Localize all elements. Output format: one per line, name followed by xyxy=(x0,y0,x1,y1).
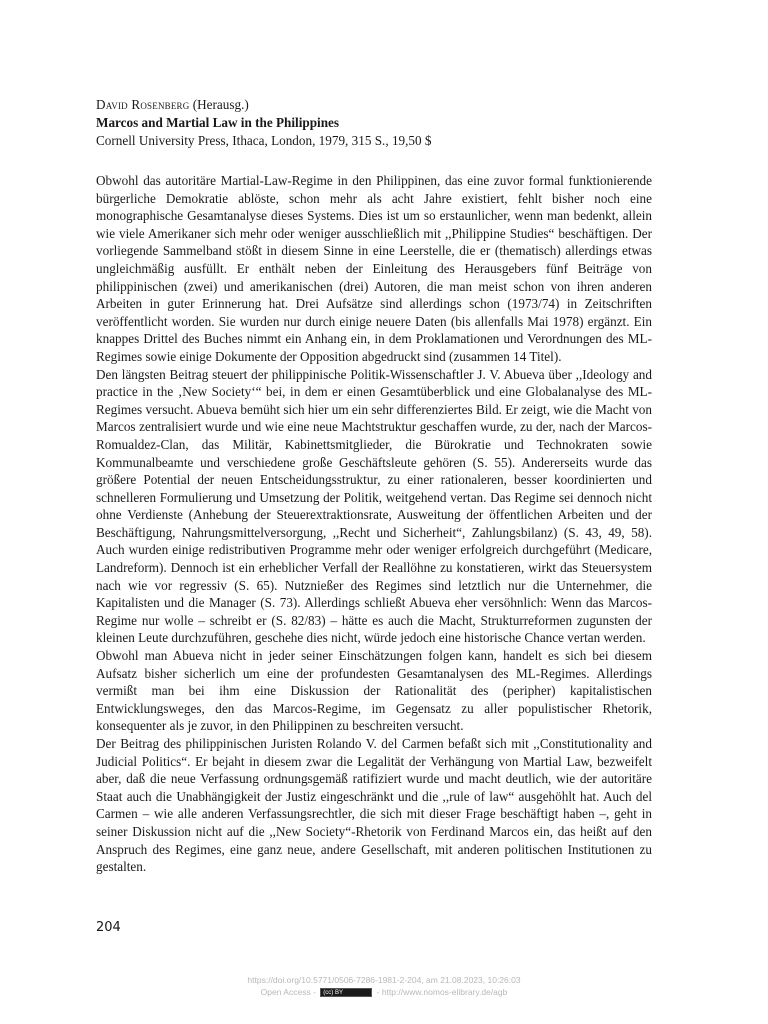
doi-link[interactable]: https://doi.org/10.5771/0506-7286-1981-2-204, am 21.08.2023, 10:26:03 xyxy=(247,975,521,985)
book-title: Marcos and Martial Law in the Philippines xyxy=(96,115,340,130)
page-number: 204 xyxy=(96,920,121,935)
author-line xyxy=(96,96,652,114)
access-footer xyxy=(0,974,768,998)
editor-role: (Herausg.) xyxy=(192,97,249,112)
publisher-info: Cornell University Press, Ithaca, London, 1979, 315 S., 19,50 $ xyxy=(96,133,432,148)
cc-license-icon: (cc) BY xyxy=(320,988,372,997)
author-name: David Rosenberg xyxy=(96,97,190,112)
terms-link[interactable]: - http://www.nomos-elibrary.de/agb xyxy=(376,987,508,997)
paragraph: Den längsten Beitrag steuert der philippinische Politik-Wissenschaftler J. V. Abueva über ,,Ideology and practice in the ‚New Society‘“ bei, in dem er einen Gesamtüberblick und eine Globalanalyse des ML-Regimes versucht. Abueva bemüht sich hier um ein sehr differenziertes Bild. Er zeigt, wie die Macht von Marcos zentralisiert wurde und wie eine neue Machtstruktur geschaffen wurde, zu der, nach der Marcos-Romualdez-Clan, das Militär, Kabinettsmitglieder, die Bürokratie und Technokraten sowie Kommunalbeamte und verschiedene große Geschäftsleute gehören (S. 55). Andererseits wurde das größere Potential der neuen Entscheidungsstruktur, zu einer rationaleren, besser koordinierten und schnelleren Formulierung und Umsetzung der Politik, weitgehend vertan. Das Regime sei dennoch nicht ohne Verdienste (Anhebung der Steuerextraktionsrate, Ausweitung der öffentlichen Arbeiten und der Beschäftigung, Nahrungsmittelversorgung, ,,Recht und Sicherheit“, Zahlungsbilanz) (S. 43, 49, 58). Auch wurden einige redistributiven Programme mehr oder weniger erfolgreich durchgeführt (Medicare, Landreform). Dennoch ist ein erheblicher Verfall der Reallöhne zu konstatieren, wirkt das Steuersystem nach wie vor regressiv (S. 65). Nutznießer des Regimes sind letztlich nur die Unternehmer, die Kapitalisten und die Manager (S. 73). Allerdings schließt Abueva eher versöhnlich: Wenn das Marcos-Regime nur wolle – schreibt er (S. 82/83) – hätte es auch die Macht, Strukturreformen zugunsten der kleinen Leute durchzuführen, geschehe dies nicht, würde jedoch eine historische Chance vertan werden. xyxy=(96,366,652,646)
open-access-label: Open Access - xyxy=(260,987,316,997)
paragraph: Der Beitrag des philippinischen Juristen Rolando V. del Carmen befaßt sich mit ,,Constitutionality and Judicial Politics“. Er bejaht in diesem zwar die Legalität der Verhängung von Martial Law, bezweifelt aber, daß die neue Verfassung ordnungsgemäß ratifiziert wurde und macht deutlich, wie der autoritäre Staat auch die Unabhängigkeit der Justiz eingeschränkt und die ,,rule of law“ ausgehöhlt hat. Auch del Carmen – wie alle anderen Verfassungsrechtler, die sich mit dieser Frage beschäftigt haben –, geht in seiner Diskussion nicht auf die ,,New Society“-Rhetorik von Ferdinand Marcos ein, das heißt auf den Anspruch des Regimes, eine ganz neue, andere Gesellschaft, mit anderen politischen Institutionen zu gestalten. xyxy=(96,736,652,875)
review-page xyxy=(96,96,652,876)
bibliographic-entry xyxy=(96,96,652,150)
paragraph: Obwohl das autoritäre Martial-Law-Regime in den Philippinen, das eine zuvor formal funktionierende bürgerliche Demokratie ablöste, schon mehr als acht Jahre existiert, fehlt bisher noch eine monographische Gesamtanalyse dieses Systems. Dies ist um so erstaunlicher, wenn man bedenkt, allein wie viele Amerikaner sich mehr oder weniger ausschließlich mit ,,Philippine Studies“ beschäftigen. Der vorliegende Sammelband stößt in diesem Sinne in eine Leerstelle, die er (thematisch) allerdings etwas ungleichmäßig ausfüllt. Er enthält neben der Einleitung des Herausgebers fünf Beiträge von philippinischen (zwei) und amerikanischen (drei) Autoren, die man meist schon von ihren anderen Arbeiten in guter Erinnerung hat. Drei Aufsätze sind allerdings schon (1973/74) in Zeitschriften veröffentlicht worden. Sie wurden nur durch einige neuere Daten (bis allenfalls Mai 1978) ergänzt. Ein knappes Drittel des Buches nimmt ein Anhang ein, in dem Proklamationen und Verordnungen des ML-Regimes sowie einige Dokumente der Opposition abgedruckt sind (zusammen 14 Titel). xyxy=(96,173,652,364)
review-body xyxy=(96,172,652,876)
license-line xyxy=(0,986,768,998)
paragraph: Obwohl man Abueva nicht in jeder seiner Einschätzungen folgen kann, handelt es sich bei diesem Aufsatz bisher sicherlich um eine der profundesten Gesamtanalysen des ML-Regimes. Allerdings vermißt man bei ihm eine Diskussion der Rationalität des (peripher) kapitalistischen Entwicklungsweges, den das Marcos-Regime, im Gegensatz zu aller populistischer Rhetorik, konsequenter als je zuvor, in den Philippinen zu beschreiten versucht. xyxy=(96,648,652,734)
